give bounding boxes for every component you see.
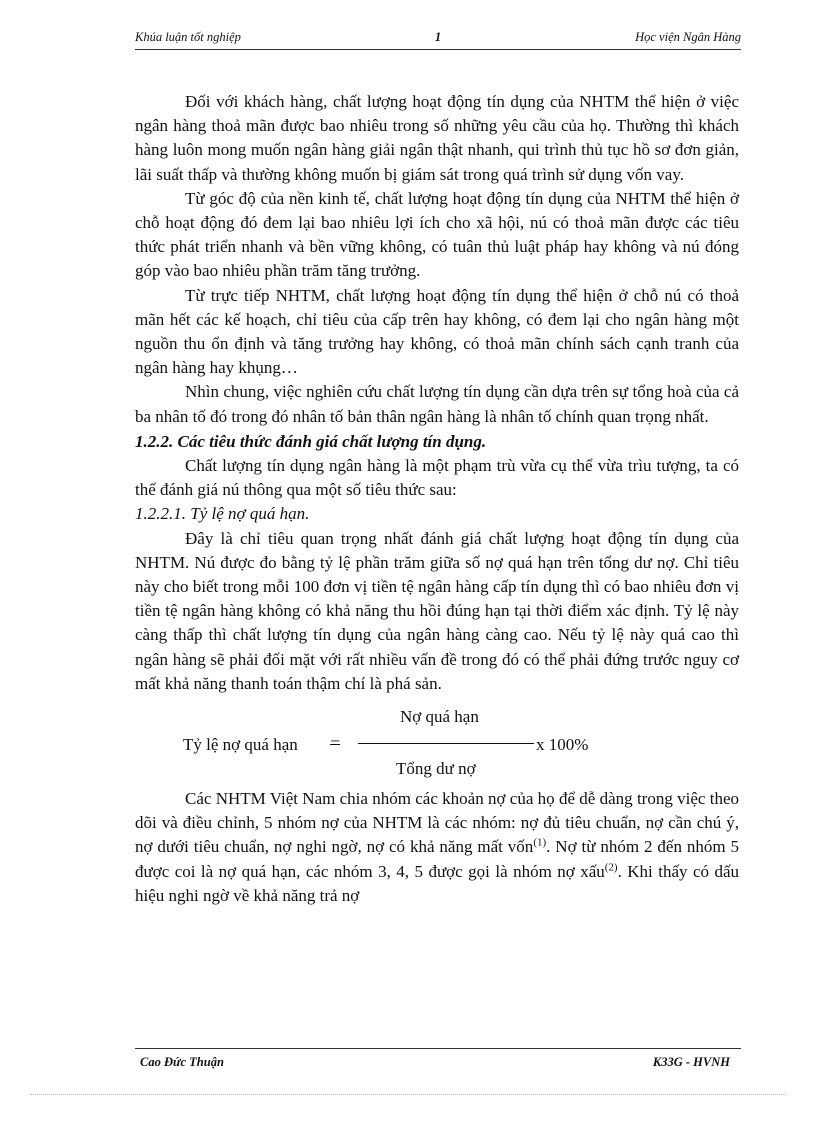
section-intro: Chất lượng tín dụng ngân hàng là một phạm trù vừa cụ thể vừa trìu tượng, ta có thể đánh giá nú thông qua một số tiêu thức sau: [135, 456, 739, 500]
subsection-heading: 1.2.2.1. Tỷ lệ nợ quá hạn. [135, 504, 310, 524]
page-bottom-dotted-line [30, 1094, 786, 1095]
debt-groups-text-1: Các NHTM Việt Nam chia nhóm các khoản nợ của họ để dễ dàng trong việc theo dõi và điều chỉnh, 5 nhóm nợ của NHTM là các nhóm: nợ đủ tiêu chuẩn, nợ cần chú ý, nợ dưới tiêu chuẩn, nợ nghi ngờ, nợ có khả năng mất vốn [135, 789, 739, 857]
formula-numerator: Nợ quá hạn [400, 707, 479, 727]
footnote-ref-1[interactable]: (1) [533, 836, 547, 849]
formula-label: Tỷ lệ nợ quá hạn [183, 735, 298, 755]
debt-groups-text-3: . Khi thấy có dấu hiệu nghi ngờ về khả năng trả nợ [135, 861, 740, 905]
footer-class: K33G - HVNH [652, 1055, 730, 1069]
formula-denominator: Tổng dư nợ [396, 759, 476, 779]
overdue-ratio-formula [135, 701, 739, 787]
page-number: 1 [434, 30, 442, 44]
formula-fraction-bar [358, 743, 534, 744]
formula-multiplier: x 100% [536, 735, 589, 755]
debt-groups-text-2: . Nợ từ nhóm 2 đến nhóm 5 được coi là nợ quá hạn, các nhóm 3, 4, 5 được gọi là nhóm nợ xấu [135, 837, 739, 881]
subsection-paragraph: Đây là chỉ tiêu quan trọng nhất đánh giá chất lượng hoạt động tín dụng của NHTM. Nú được đo bằng tỷ lệ phần trăm giữa số nợ quá hạn trên tổng dư nợ. Chỉ tiêu này cho biết trong mỗi 100 đơn vị tiền tệ ngân hàng cấp tín dụng thì có bao nhiêu đơn vị tiền tệ ngân hàng không có khả năng thu hồi đúng hạn tại thời điểm xác định. Tỷ lệ này càng thấp thì chất lượng tín dụng của ngân hàng càng cao. Nếu tỷ lệ này quá cao thì ngân hàng sẽ phải đối mặt với rất nhiều vấn đề trong đó có thể phải đứng trước nguy cơ mất khả năng thanh toán thậm chí là phá sản. [135, 528, 739, 693]
formula-equals-sign: = [330, 731, 340, 755]
footer-rule [135, 1048, 741, 1049]
header-institution: Học viện Ngân Hàng [635, 30, 741, 44]
header-rule [135, 49, 741, 50]
paragraph-debt-groups [135, 787, 739, 908]
paragraph-economy-view: Từ góc độ của nền kinh tế, chất lượng hoạt động tín dụng của NHTM thể hiện ở chỗ hoạt động đó đem lại bao nhiêu lợi ích cho xã hội, nú có thoả mãn được các tiêu thức phát triển nhanh và bền vững không, có tuân thủ luật pháp hay không và nú đóng góp vào bao nhiêu phần trăm tăng trưởng. [135, 188, 739, 281]
page-header [135, 30, 741, 50]
document-body [135, 90, 739, 908]
header-thesis-label: Khúa luận tốt nghiệp [135, 30, 241, 44]
paragraph-summary: Nhìn chung, việc nghiên cứu chất lượng tín dụng cần dựa trên sự tổng hoà của cả ba nhân tố đó trong đó nhân tố bản thân ngân hàng là nhân tố chính quan trọng nhất. [135, 382, 739, 426]
footnote-ref-2[interactable]: (2) [604, 861, 618, 874]
paragraph-bank-view: Từ trực tiếp NHTM, chất lượng hoạt động tín dụng thể hiện ở chỗ nú có thoả mãn hết các kế hoạch, chỉ tiêu của cấp trên hay không, có đem lại cho ngân hàng một nguồn thu ổn định và tăng trưởng hay không, có thoả mãn chính sách cạnh tranh của ngân hàng hay khụng… [135, 285, 739, 378]
paragraph-customer-view: Đối với khách hàng, chất lượng hoạt động tín dụng của NHTM thể hiện ở việc ngân hàng thoả mãn được bao nhiêu trong số những yêu cầu của họ. Thường thì khách hàng luôn mong muốn ngân hàng giải ngân thật nhanh, qui trình thủ tục hồ sơ đơn giản, lãi suất thấp và thường không muốn bị giám sát trong quá trình sử dụng vốn vay. [135, 92, 739, 184]
section-heading: 1.2.2. Các tiêu thức đánh giá chất lượng tín dụng. [135, 431, 487, 451]
footer-author: Cao Đức Thuận [140, 1055, 224, 1069]
